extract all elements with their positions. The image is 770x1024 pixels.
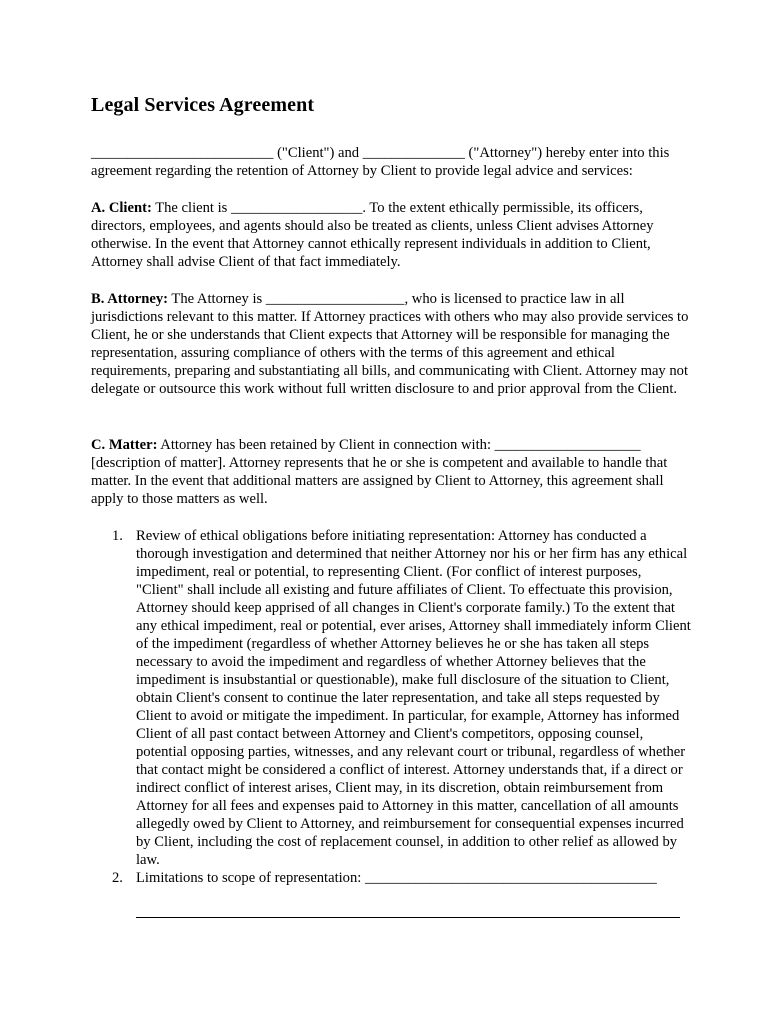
numbered-list: [91, 527, 691, 887]
section-a-text: The client is __________________. To the extent ethically permissible, its officers, directors, employees, and agents should also be treated as clients, unless Client advises Attorney otherwise. In the event that Attorney cannot ethically represent individuals in addition to Client, Attorney shall advise Client of that fact immediately.: [91, 200, 654, 270]
list-item: [91, 869, 691, 887]
section-c-paragraph: [91, 436, 691, 508]
intro-paragraph: _________________________ ("Client") and ______________ ("Attorney") hereby enter into this agreement regarding the retention of Attorney by Client to provide legal advice and services:: [91, 145, 670, 179]
list-item-number: 2.: [112, 870, 123, 886]
list-item-text: Limitations to scope of representation: ________________________________________: [136, 870, 657, 886]
section-a-paragraph: [91, 199, 691, 271]
document-title: Legal Services Agreement: [91, 94, 315, 116]
list-item: [91, 527, 691, 869]
blank-fill-line: [136, 917, 680, 918]
section-a-heading: A. Client:: [91, 200, 152, 216]
section-b-paragraph: [91, 290, 691, 398]
section-b-heading: B. Attorney:: [91, 291, 169, 307]
list-item-number: 1.: [112, 528, 123, 544]
section-c-heading: C. Matter:: [91, 437, 158, 453]
section-b-text: The Attorney is ___________________, who is licensed to practice law in all jurisdictions relevant to this matter. If Attorney practices with others who may also provide services to Client, he or she understands that Client expects that Attorney will be responsible for managing the representation, assuring compliance of others with the terms of this agreement and ethical requirements, preparing and substantiating all bills, and communicating with Client. Attorney may not delegate or outsource this work without full written disclosure to and prior approval from the Client.: [91, 291, 689, 397]
section-c-text: Attorney has been retained by Client in connection with: ____________________ [description of matter]. Attorney represents that he or she is competent and available to handle that matter. In the event that additional matters are assigned by Client to Attorney, this agreement shall apply to those matters as well.: [91, 437, 668, 507]
list-item-text: Review of ethical obligations before initiating representation: Attorney has conducted a thorough investigation and determined that neither Attorney nor his or her firm has any ethical impediment, real or potential, to representing Client. (For conflict of interest purposes, "Client" shall include all existing and future affiliates of Client. To effectuate this provision, Attorney should keep apprised of all changes in Client's corporate family.) To the extent that any ethical impediment, real or potential, ever arises, Attorney shall immediately inform Client of the impediment (regardless of whether Attorney believes he or she has taken all steps necessary to avoid the impediment and regardless of whether Attorney believes that the impediment is insubstantial or questionable), make full disclosure of the situation to Client, obtain Client's consent to continue the later representation, and take all steps requested by Client to avoid or mitigate the impediment. In particular, for example, Attorney has informed Client of all past contact between Attorney and Client's competitors, opposing counsel, potential opposing parties, witnesses, and any relevant court or tribunal, regardless of whether that contact might be considered a conflict of interest. Attorney understands that, if a direct or indirect conflict of interest arises, Client may, in its discretion, obtain reimbursement from Attorney for all fees and expenses paid to Attorney in this matter, cancellation of all amounts allegedly owed by Client to Attorney, and reimbursement for consequential expenses incurred by Client, including the cost of replacement counsel, in addition to other relief as allowed by law.: [136, 528, 691, 868]
